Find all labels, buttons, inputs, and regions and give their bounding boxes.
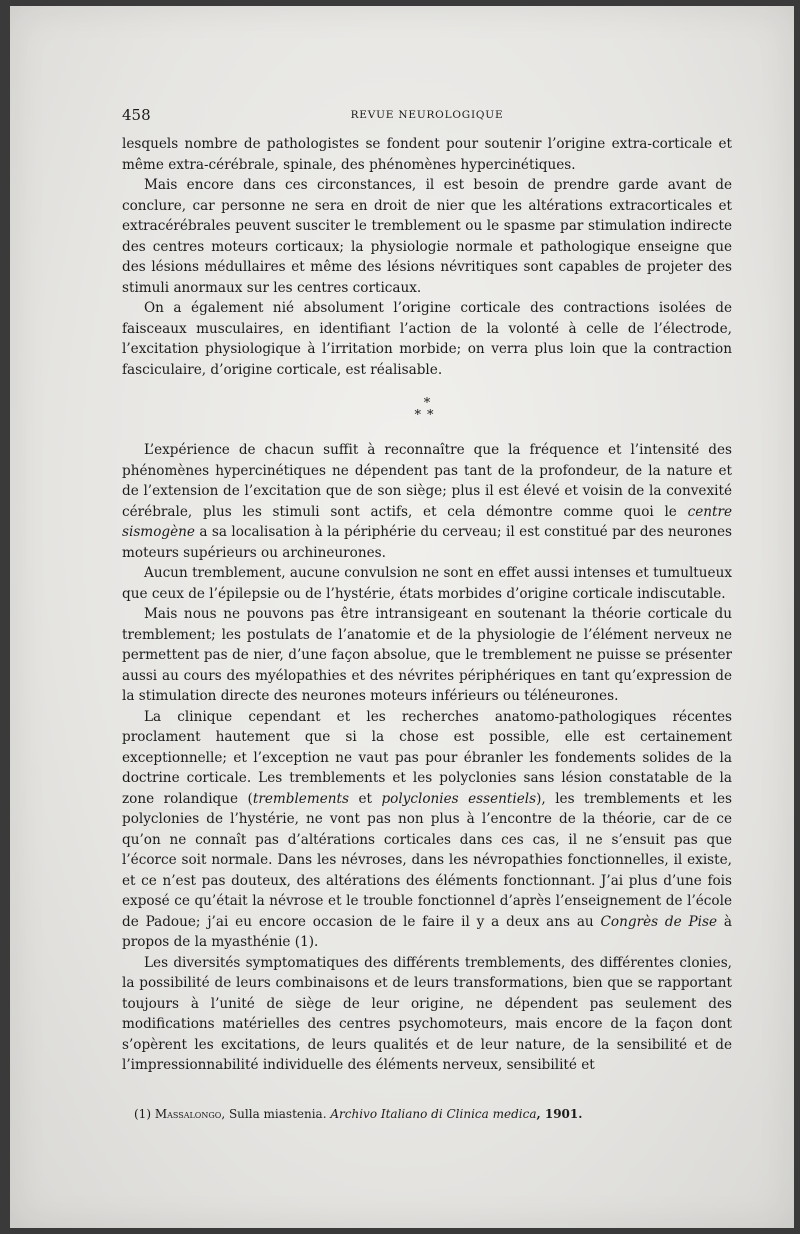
body-text	[122, 134, 732, 1076]
footnote-title: , Sulla miastenia.	[221, 1107, 331, 1121]
paragraph: Mais nous ne pouvons pas être intransigeant en soutenant la théorie corticale du tremblement; les postulats de l’anatomie et de la physiologie de l’élément nerveux ne permettent pas de nier, d’une façon absolue, que le tremblement ne puisse se présenter aussi au cours des myélopathies et des névrites périphériques en tant qu’expression de la stimulation directe des neurones moteurs inférieurs ou téléneurones.	[122, 606, 732, 704]
paragraph: On a également nié absolument l’origine corticale des contractions isolées de faisceaux musculaires, en identifiant l’action de la volonté à celle de l’électrode, l’excitation physiologique à l’irritation morbide; on verra plus loin que la contraction fasciculaire, d’origine corticale, est réalisable.	[122, 300, 732, 378]
footnote-marker: (1)	[134, 1107, 151, 1121]
running-title: REVUE NEUROLOGIQUE	[350, 109, 504, 121]
text-run: a sa localisation à la périphérie du cerveau; il est constitué par des neurones moteurs supérieurs ou archineurones.	[122, 524, 732, 561]
text-run: à propos de la myasthénie (1).	[122, 913, 732, 950]
asterism-top: *	[423, 396, 431, 411]
italic-term: polyclonies essentiels	[381, 790, 537, 807]
text-run: La clinique cependant et les recherches anatomo-pathologiques récentes proclament hautement que si la chose est possible, elle est certainement exceptionnelle; et l’exception ne vaut pas pour ébranler les fondements solides de la doctrine corticale. Les tremblements et les polyclonies sans lésion constatable de la zone rolandique (	[122, 708, 732, 807]
italic-term: Congrès de Pise	[600, 913, 718, 930]
italic-term: centre sismogène	[122, 503, 732, 540]
document-page	[10, 6, 794, 1228]
page-number: 458	[122, 106, 151, 124]
footnote-year: , 1901.	[536, 1107, 583, 1121]
asterism-bottom: **	[414, 408, 440, 423]
paragraph: Les diversités symptomatiques des différents tremblements, des différentes clonies, la possibilité de leurs combinaisons et de leurs transformations, bien que se rapportant toujours à l’unité de siège de leur origine, ne dépendent pas seulement des modifications matérielles des centres psychomoteurs, mais encore de la façon dont s’opèrent les excitations, de leurs qualités et de leur nature, de la sensibilité et de l’impressionnabilité individuelle des éléments nerveux, sensibilité et	[122, 954, 732, 1073]
paragraph: lesquels nombre de pathologistes se fondent pour soutenir l’origine extra-corticale et même extra-cérébrale, spinale, des phénomènes hypercinétiques.	[122, 136, 732, 173]
section-divider-asterism	[122, 380, 732, 440]
paragraph	[122, 440, 732, 563]
page-header	[122, 106, 732, 128]
text-run: L’expérience de chacun suffit à reconnaître que la fréquence et l’intensité des phénomènes hypercinétiques ne dépendent pas tant de la profondeur, de la nature et de l’extension de l’excitation que de son siège; plus il est élevé et voisin de la convexité cérébrale, plus les stimuli sont actifs, et cela démontre comme quoi le	[122, 442, 732, 520]
paragraph: Aucun tremblement, aucune convulsion ne sont en effet aussi intenses et tumultueux que ceux de l’épilepsie ou de l’hystérie, états morbides d’origine corticale indiscutable.	[122, 565, 732, 602]
italic-term: tremblements	[252, 790, 349, 807]
paragraph	[122, 707, 732, 953]
footnote	[134, 1107, 734, 1121]
text-run: ), les tremblements et les polyclonies de l’hystérie, ne vont pas non plus à l’encontre de la théorie, car de ce qu’on ne connaît pas d’altérations corticales dans ces cas, il ne s’ensuit pas que l’écorce soit normale. Dans les névroses, dans les névropathies fonctionnelles, il existe, et ce n’est pas douteux, des altérations des éléments fonctionnant. J’ai plus d’une fois exposé ce qu’était la névrose et le trouble fonctionnel d’après l’enseignement de l’école de Padoue; j’ai eu encore occasion de le faire il y a deux ans au	[122, 790, 732, 930]
paragraph: Mais encore dans ces circonstances, il est besoin de prendre garde avant de conclure, car personne ne sera en droit de nier que les altérations extracorticales et extracérébrales peuvent susciter le tremblement ou le spasme par stimulation indirecte des centres moteurs corticaux; la physiologie normale et pathologique enseigne que des lésions médullaires et même des lésions névritiques sont capables de projeter des stimuli anormaux sur les centres corticaux.	[122, 177, 732, 296]
footnote-author: Massalongo	[154, 1107, 222, 1121]
footnote-journal: Archivo Italiano di Clinica medica	[330, 1107, 537, 1121]
text-run: et	[348, 790, 382, 807]
